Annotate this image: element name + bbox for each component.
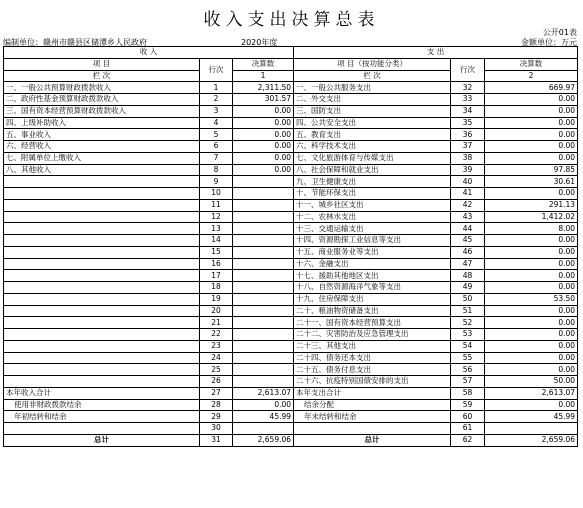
expense-row-number: 42 xyxy=(451,199,485,211)
expense-amount: 97.85 xyxy=(485,164,578,176)
currency-unit: 金额单位：万元 xyxy=(521,38,577,47)
income-amount xyxy=(233,282,294,294)
income-item-name: 一、一般公共预算财政拨款收入 xyxy=(4,82,200,94)
income-row-number: 15 xyxy=(200,246,233,258)
expense-row-number: 49 xyxy=(451,282,485,294)
expense-row-number: 32 xyxy=(451,82,485,94)
table-row xyxy=(4,399,578,411)
expense-item-name: 五、教育支出 xyxy=(294,129,451,141)
expense-amount: 0.00 xyxy=(485,258,578,270)
expense-amount: 291.13 xyxy=(485,199,578,211)
expense-amount: 0.00 xyxy=(485,270,578,282)
expense-row-number: 40 xyxy=(451,176,485,188)
expense-item-name: 十八、自然资源海洋气象等支出 xyxy=(294,282,451,294)
table-row xyxy=(4,152,578,164)
income-row-number: 26 xyxy=(200,376,233,388)
income-item-name xyxy=(4,293,200,305)
income-item-name xyxy=(4,340,200,352)
income-amount xyxy=(233,364,294,376)
income-row-number: 21 xyxy=(200,317,233,329)
income-row-number: 25 xyxy=(200,364,233,376)
expense-item-name: 年末结转和结余 xyxy=(294,411,451,423)
expense-amount: 1,412.02 xyxy=(485,211,578,223)
income-item-name xyxy=(4,305,200,317)
income-row-number: 29 xyxy=(200,411,233,423)
expense-amount: 0.00 xyxy=(485,141,578,153)
income-item-name: 三、国有资本经营预算财政拨款收入 xyxy=(4,105,200,117)
table-row xyxy=(4,94,578,106)
table-row xyxy=(4,82,578,94)
income-item-header: 项 目 xyxy=(4,58,200,70)
income-item-name xyxy=(4,352,200,364)
expense-item-name: 十九、住房保障支出 xyxy=(294,293,451,305)
expense-item-name: 结余分配 xyxy=(294,399,451,411)
expense-row-number: 43 xyxy=(451,211,485,223)
table-row xyxy=(4,117,578,129)
income-item-name xyxy=(4,199,200,211)
income-expense-table xyxy=(3,46,578,447)
income-row-number: 11 xyxy=(200,199,233,211)
expense-row-number: 48 xyxy=(451,270,485,282)
income-item-name: 七、附属单位上缴收入 xyxy=(4,152,200,164)
expense-item-name: 二十二、灾害防治及应急管理支出 xyxy=(294,329,451,341)
expense-row-number: 60 xyxy=(451,411,485,423)
expense-row-number: 41 xyxy=(451,188,485,200)
income-amount: 0.00 xyxy=(233,399,294,411)
income-amount xyxy=(233,223,294,235)
expense-amount-header: 决算数 xyxy=(485,58,578,70)
expense-amount: 50.00 xyxy=(485,376,578,388)
expense-item-name: 二十三、其他支出 xyxy=(294,340,451,352)
expense-item-name: 二、外交支出 xyxy=(294,94,451,106)
expense-amount: 0.00 xyxy=(485,235,578,247)
expense-amount: 0.00 xyxy=(485,246,578,258)
income-item-name xyxy=(4,188,200,200)
expense-row-number: 55 xyxy=(451,352,485,364)
expense-item-name: 二十一、国有资本经营预算支出 xyxy=(294,317,451,329)
table-row xyxy=(4,423,578,435)
income-amount xyxy=(233,246,294,258)
income-row-number: 8 xyxy=(200,164,233,176)
income-row-number: 28 xyxy=(200,399,233,411)
expense-row-number: 56 xyxy=(451,364,485,376)
income-amount xyxy=(233,352,294,364)
income-item-name xyxy=(4,235,200,247)
income-row-number: 2 xyxy=(200,94,233,106)
income-row-number: 16 xyxy=(200,258,233,270)
income-item-name xyxy=(4,376,200,388)
income-amount xyxy=(233,270,294,282)
income-item-name xyxy=(4,176,200,188)
expense-item-name: 二十、粮油物资储备支出 xyxy=(294,305,451,317)
income-amount: 0.00 xyxy=(233,164,294,176)
income-row-number: 23 xyxy=(200,340,233,352)
expense-amount: 2,613.07 xyxy=(485,387,578,399)
section-header-row xyxy=(4,47,578,59)
income-amount: 2,613.07 xyxy=(233,387,294,399)
expense-item-name: 总计 xyxy=(294,434,451,446)
income-amount xyxy=(233,293,294,305)
table-row xyxy=(4,129,578,141)
income-row-no-header: 行次 xyxy=(200,58,233,82)
income-row-number: 6 xyxy=(200,141,233,153)
expense-amount: 0.00 xyxy=(485,364,578,376)
table-row xyxy=(4,293,578,305)
expense-item-name: 八、社会保障和就业支出 xyxy=(294,164,451,176)
expense-row-number: 35 xyxy=(451,117,485,129)
income-section-header: 收 入 xyxy=(4,47,294,59)
expense-amount: 0.00 xyxy=(485,305,578,317)
income-row-number: 13 xyxy=(200,223,233,235)
expense-lanci-label: 栏 次 xyxy=(294,70,451,82)
form-number: 公开01表 xyxy=(542,28,577,37)
income-row-number: 27 xyxy=(200,387,233,399)
expense-amount: 0.00 xyxy=(485,317,578,329)
expense-row-number: 45 xyxy=(451,235,485,247)
expense-amount xyxy=(485,423,578,435)
table-row xyxy=(4,141,578,153)
expense-amount: 8.00 xyxy=(485,223,578,235)
expense-section-header: 支 出 xyxy=(294,47,578,59)
income-row-number: 17 xyxy=(200,270,233,282)
income-item-name xyxy=(4,246,200,258)
income-amount xyxy=(233,305,294,317)
income-item-name: 四、上级补助收入 xyxy=(4,117,200,129)
expense-item-name: 十六、金融支出 xyxy=(294,258,451,270)
expense-item-name: 九、卫生健康支出 xyxy=(294,176,451,188)
expense-item-name: 十、节能环保支出 xyxy=(294,188,451,200)
expense-row-number: 37 xyxy=(451,141,485,153)
income-item-name: 总计 xyxy=(4,434,200,446)
expense-row-number: 53 xyxy=(451,329,485,341)
income-amount-header: 决算数 xyxy=(233,58,294,70)
table-row xyxy=(4,282,578,294)
income-amount xyxy=(233,235,294,247)
expense-item-name: 二十六、抗疫特别国债安排的支出 xyxy=(294,376,451,388)
table-row xyxy=(4,211,578,223)
fiscal-year: 2020年度 xyxy=(241,38,278,47)
expense-row-number: 54 xyxy=(451,340,485,352)
expense-row-number: 33 xyxy=(451,94,485,106)
expense-item-header: 项 目（按功能分类） xyxy=(294,58,451,70)
income-amount xyxy=(233,423,294,435)
table-row xyxy=(4,340,578,352)
table-row xyxy=(4,317,578,329)
expense-row-number: 59 xyxy=(451,399,485,411)
expense-row-number: 51 xyxy=(451,305,485,317)
income-row-number: 30 xyxy=(200,423,233,435)
expense-row-number: 50 xyxy=(451,293,485,305)
expense-amount: 0.00 xyxy=(485,188,578,200)
expense-row-number: 57 xyxy=(451,376,485,388)
expense-amount: 0.00 xyxy=(485,105,578,117)
table-row xyxy=(4,305,578,317)
table-row xyxy=(4,105,578,117)
expense-row-no-header: 行次 xyxy=(451,58,485,82)
income-amount xyxy=(233,211,294,223)
income-amount: 0.00 xyxy=(233,141,294,153)
expense-amount: 0.00 xyxy=(485,129,578,141)
income-amount: 0.00 xyxy=(233,152,294,164)
table-row xyxy=(4,352,578,364)
column-index-row xyxy=(4,70,578,82)
expense-amount: 0.00 xyxy=(485,340,578,352)
income-amount xyxy=(233,188,294,200)
table-row xyxy=(4,223,578,235)
income-item-name xyxy=(4,270,200,282)
income-amount: 2,311.50 xyxy=(233,82,294,94)
income-row-number: 9 xyxy=(200,176,233,188)
expense-item-name: 十一、城乡社区支出 xyxy=(294,199,451,211)
income-amount xyxy=(233,317,294,329)
expense-row-number: 34 xyxy=(451,105,485,117)
income-item-name xyxy=(4,258,200,270)
income-amount: 45.99 xyxy=(233,411,294,423)
income-item-name: 五、事业收入 xyxy=(4,129,200,141)
expense-row-number: 46 xyxy=(451,246,485,258)
income-col-index: 1 xyxy=(233,70,294,82)
expense-item-name: 三、国防支出 xyxy=(294,105,451,117)
expense-row-number: 47 xyxy=(451,258,485,270)
income-item-name: 本年收入合计 xyxy=(4,387,200,399)
expense-item-name: 十三、交通运输支出 xyxy=(294,223,451,235)
income-item-name xyxy=(4,364,200,376)
income-item-name xyxy=(4,317,200,329)
expense-row-number: 39 xyxy=(451,164,485,176)
table-row xyxy=(4,270,578,282)
income-amount xyxy=(233,176,294,188)
income-amount: 0.00 xyxy=(233,117,294,129)
expense-row-number: 62 xyxy=(451,434,485,446)
income-row-number: 18 xyxy=(200,282,233,294)
expense-col-index: 2 xyxy=(485,70,578,82)
table-row xyxy=(4,199,578,211)
expense-item-name: 六、科学技术支出 xyxy=(294,141,451,153)
expense-item-name: 本年支出合计 xyxy=(294,387,451,399)
income-row-number: 20 xyxy=(200,305,233,317)
expense-row-number: 52 xyxy=(451,317,485,329)
income-row-number: 22 xyxy=(200,329,233,341)
expense-amount: 45.99 xyxy=(485,411,578,423)
expense-row-number: 58 xyxy=(451,387,485,399)
income-row-number: 19 xyxy=(200,293,233,305)
income-item-name xyxy=(4,223,200,235)
expense-amount: 0.00 xyxy=(485,399,578,411)
expense-amount: 0.00 xyxy=(485,117,578,129)
table-row xyxy=(4,235,578,247)
income-row-number: 24 xyxy=(200,352,233,364)
expense-amount: 0.00 xyxy=(485,94,578,106)
reporting-unit: 编制单位：赣州市赣县区储潭乡人民政府 xyxy=(3,38,147,47)
expense-item-name: 七、文化旅游体育与传媒支出 xyxy=(294,152,451,164)
expense-amount: 30.61 xyxy=(485,176,578,188)
expense-row-number: 36 xyxy=(451,129,485,141)
expense-item-name: 十二、农林水支出 xyxy=(294,211,451,223)
income-item-name xyxy=(4,423,200,435)
expense-amount: 0.00 xyxy=(485,329,578,341)
income-row-number: 31 xyxy=(200,434,233,446)
income-item-name: 二、政府性基金预算财政拨款收入 xyxy=(4,94,200,106)
expense-item-name: 十五、商业服务业等支出 xyxy=(294,246,451,258)
income-row-number: 4 xyxy=(200,117,233,129)
expense-item-name: 二十四、债务还本支出 xyxy=(294,352,451,364)
income-item-name xyxy=(4,211,200,223)
table-row xyxy=(4,188,578,200)
income-item-name: 六、经营收入 xyxy=(4,141,200,153)
expense-amount: 669.97 xyxy=(485,82,578,94)
table-row xyxy=(4,164,578,176)
income-row-number: 14 xyxy=(200,235,233,247)
expense-amount: 0.00 xyxy=(485,352,578,364)
expense-row-number: 44 xyxy=(451,223,485,235)
table-row xyxy=(4,376,578,388)
income-row-number: 5 xyxy=(200,129,233,141)
table-row xyxy=(4,176,578,188)
table-row xyxy=(4,246,578,258)
expense-amount: 0.00 xyxy=(485,282,578,294)
income-row-number: 12 xyxy=(200,211,233,223)
income-item-name: 年初结转和结余 xyxy=(4,411,200,423)
table-row xyxy=(4,387,578,399)
income-item-name: 使用非财政拨款结余 xyxy=(4,399,200,411)
expense-amount: 2,659.06 xyxy=(485,434,578,446)
expense-amount: 0.00 xyxy=(485,152,578,164)
income-item-name xyxy=(4,329,200,341)
income-amount: 2,659.06 xyxy=(233,434,294,446)
expense-item-name: 二十五、债务付息支出 xyxy=(294,364,451,376)
table-row xyxy=(4,411,578,423)
income-amount: 0.00 xyxy=(233,129,294,141)
page-title: 收入支出决算总表 xyxy=(203,10,380,30)
income-amount xyxy=(233,258,294,270)
expense-item-name: 十七、援助其他地区支出 xyxy=(294,270,451,282)
income-row-number: 3 xyxy=(200,105,233,117)
income-lanci-label: 栏 次 xyxy=(4,70,200,82)
expense-item-name: 四、公共安全支出 xyxy=(294,117,451,129)
table-row xyxy=(4,434,578,446)
expense-item-name: 十四、资源勘探工业信息等支出 xyxy=(294,235,451,247)
income-row-number: 10 xyxy=(200,188,233,200)
income-amount xyxy=(233,329,294,341)
table-row xyxy=(4,258,578,270)
income-amount xyxy=(233,376,294,388)
expense-amount: 53.50 xyxy=(485,293,578,305)
income-row-number: 1 xyxy=(200,82,233,94)
income-amount xyxy=(233,340,294,352)
income-amount xyxy=(233,199,294,211)
income-amount: 301.57 xyxy=(233,94,294,106)
income-row-number: 7 xyxy=(200,152,233,164)
income-amount: 0.00 xyxy=(233,105,294,117)
table-row xyxy=(4,329,578,341)
income-item-name xyxy=(4,282,200,294)
income-item-name: 八、其他收入 xyxy=(4,164,200,176)
column-header-row xyxy=(4,58,578,70)
expense-item-name xyxy=(294,423,451,435)
expense-row-number: 38 xyxy=(451,152,485,164)
expense-row-number: 61 xyxy=(451,423,485,435)
table-row xyxy=(4,364,578,376)
expense-item-name: 一、一般公共服务支出 xyxy=(294,82,451,94)
